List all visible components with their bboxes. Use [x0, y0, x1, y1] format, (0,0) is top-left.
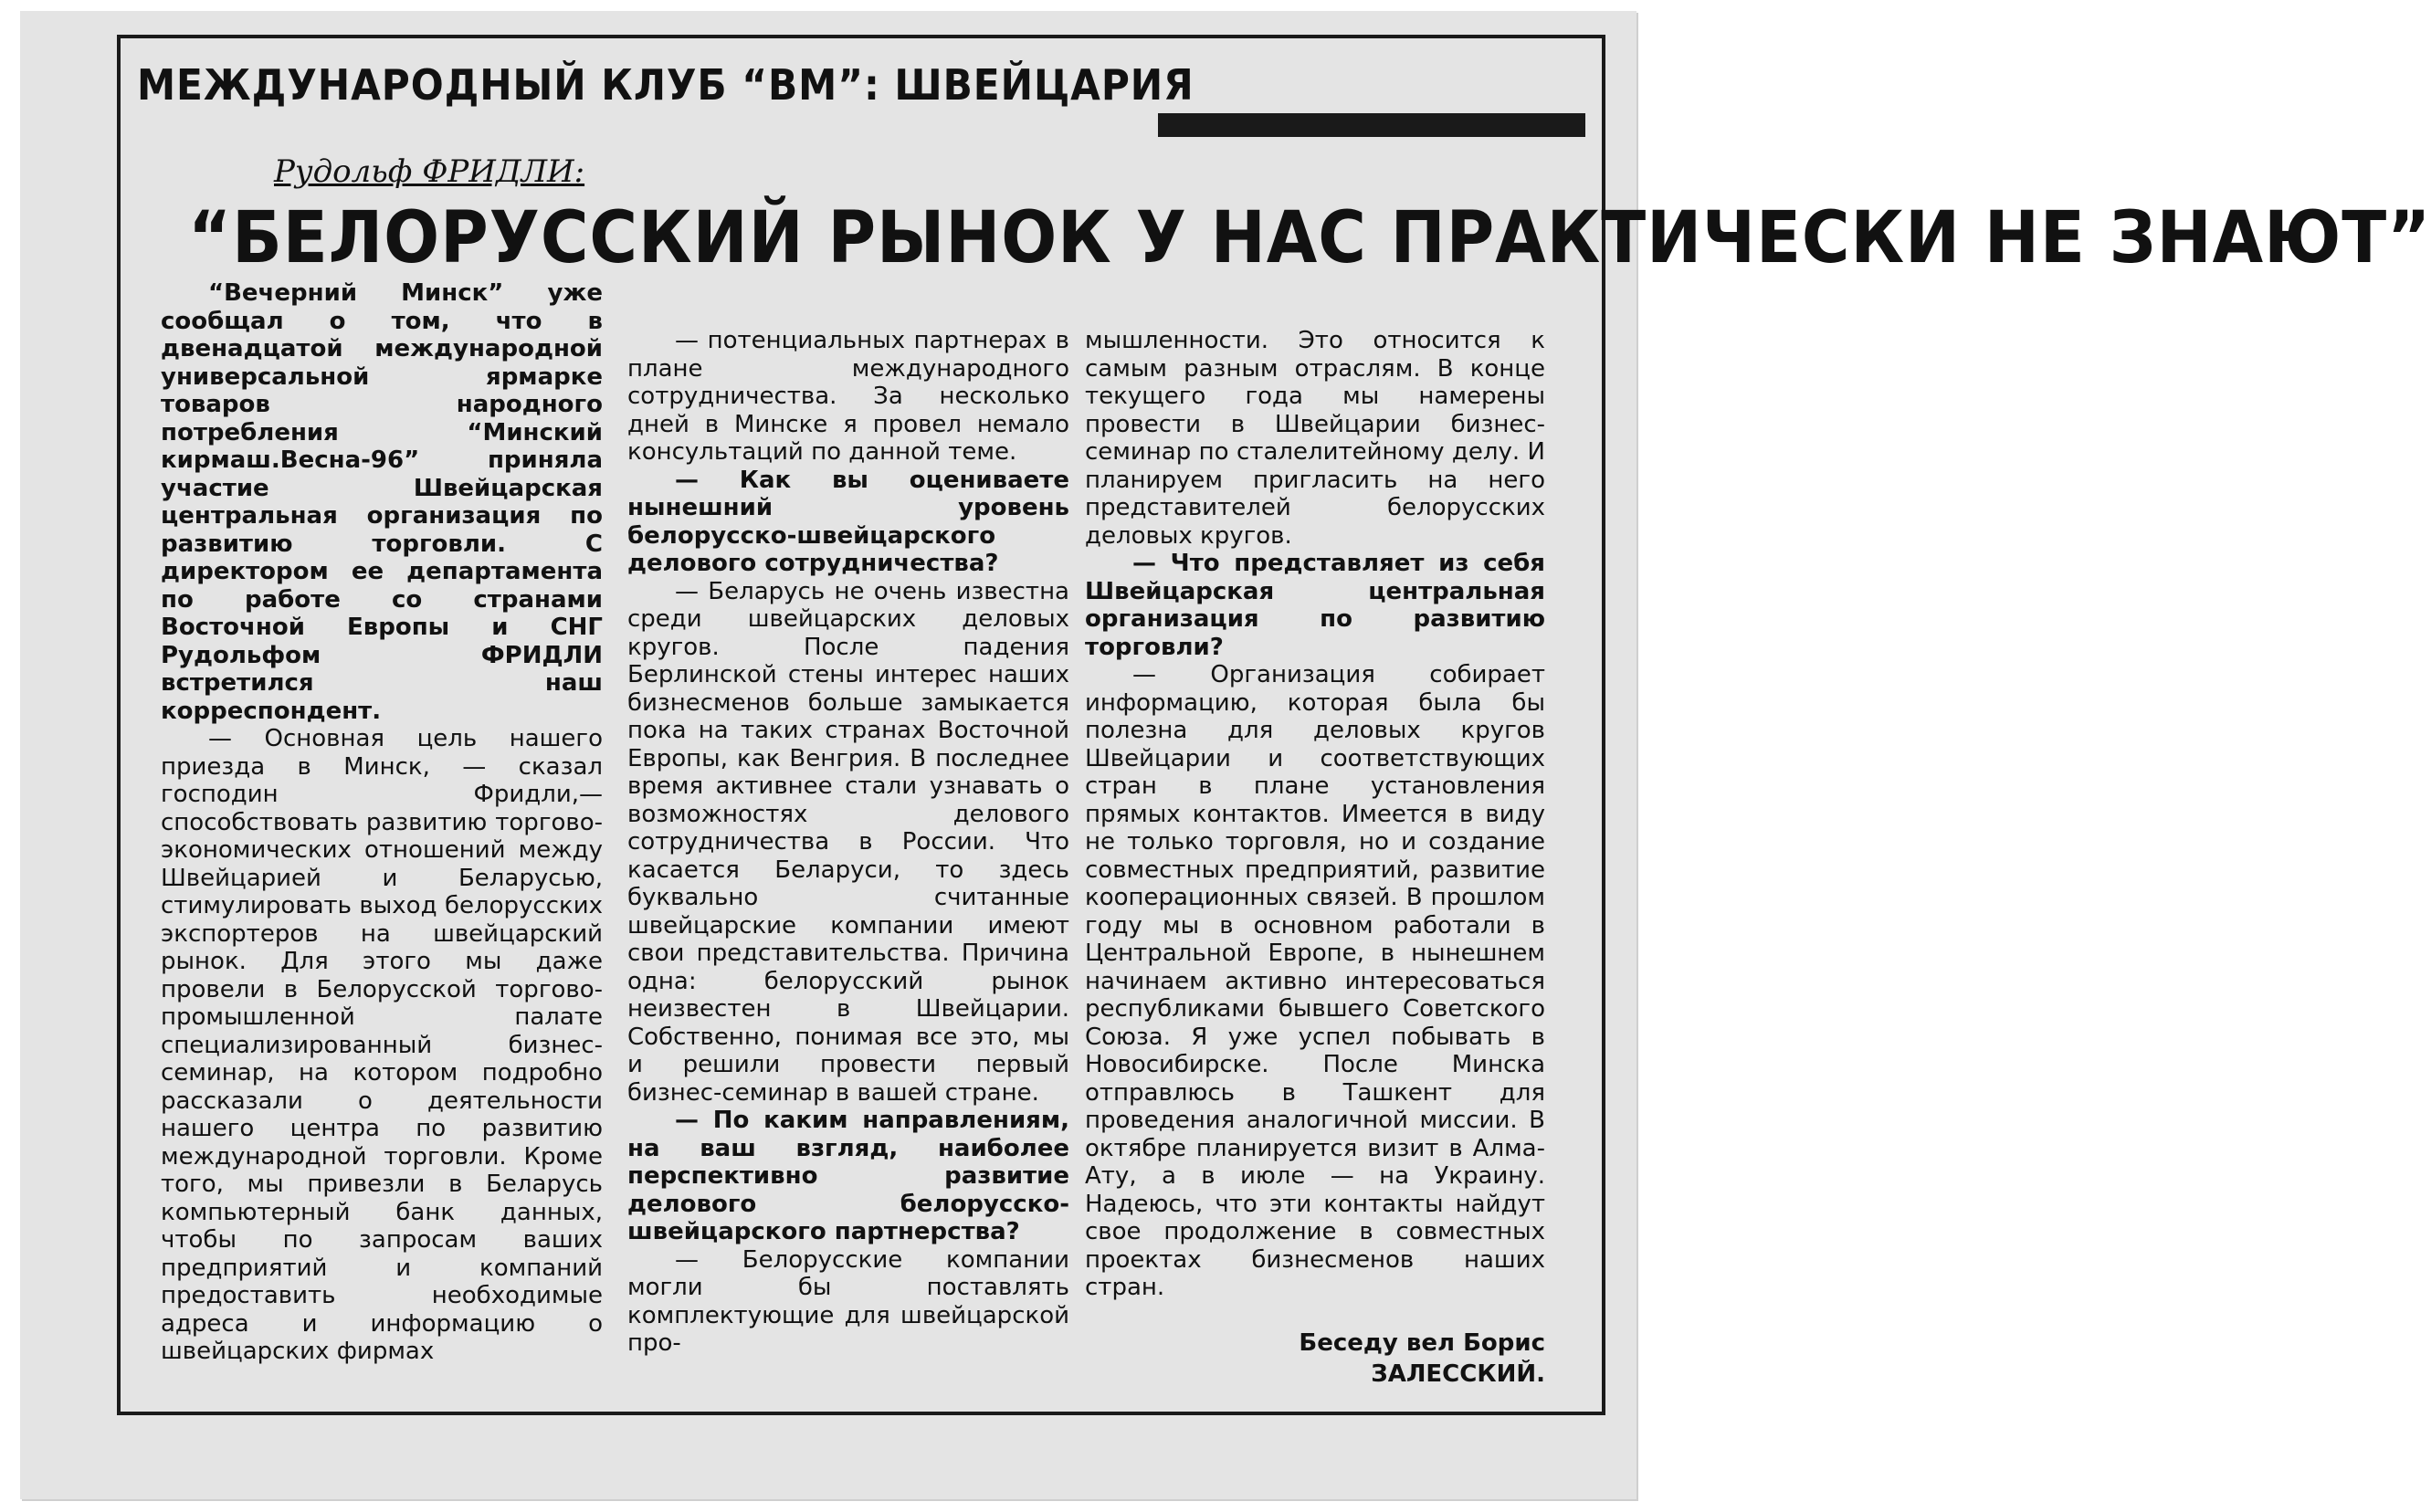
- article-frame: [117, 35, 2431, 1415]
- column-1: [161, 279, 603, 1366]
- answer-paragraph: — Организация собирает информацию, которая была бы полезна для деловых кругов Швейцарии и соответствующих стран в плане установления прямых контактов. Имеется в виду не только торговля, но и создание совместных предприятий, развитие кооперационных связей. В прошлом году мы в основном работали в Центральной Европе, в нынешнем начинаем активно интересоваться республиками бывшего Советского Союза. Я уже успел побывать в Новосибирске. После Минска отправлюсь в Ташкент для проведения аналогичной миссии. В октябре планируется визит в Алма-Ату, а в июле — на Украину. Надеюсь, что эти контакты найдут свое продолжение в совместных проектах бизнесменов наших стран.: [1085, 661, 1545, 1301]
- answer-paragraph: — Основная цель нашего приезда в Минск, — сказал господин Фридли,— способствовать развитию торгово-экономических отношений между Швейцарией и Беларусью, стимулировать выход белорусских экспортеров на швейцарский рынок. Для этого мы даже провели в Белорусской торгово-промышленной палате специализированный бизнес-семинар, на котором подробно рассказали о деятельности нашего центра по развитию международной торговли. Кроме того, мы привезли в Беларусь компьютерный банк данных, чтобы по запросам ваших предприятий и компаний предоставить необходимые адреса и информацию о швейцарских фирмах: [161, 725, 603, 1365]
- question-paragraph: — По каким направлениям, на ваш взгляд, наиболее перспективно развитие делового белорусско-швейцарского партнерства?: [627, 1107, 1069, 1245]
- answer-paragraph: — потенциальных партнерах в плане международного сотрудничества. За несколько дней в Минске я провел немало консультаций по данной теме.: [627, 327, 1069, 466]
- byline-line-1: Беседу вел Борис: [1299, 1328, 1545, 1357]
- column-3: [1085, 327, 1545, 1390]
- byline: [1085, 1328, 1545, 1390]
- column-2: [627, 327, 1069, 1358]
- author-line: Рудольф ФРИДЛИ:: [274, 153, 585, 190]
- question-paragraph: — Как вы оцениваете нынешний уровень белорусско-швейцарского делового сотрудничества?: [627, 466, 1069, 577]
- byline-line-2: ЗАЛЕССКИЙ.: [1371, 1360, 1545, 1388]
- answer-paragraph: мышленности. Это относится к самым разным отраслям. В конце текущего года мы намерены провести в Швейцарии бизнес-семинар по сталелитейному делу. И планируем пригласить на него представителей белорусских деловых кругов.: [1085, 327, 1545, 550]
- answer-paragraph: — Белорусские компании могли бы поставлять комплектующие для швейцарской про-: [627, 1245, 1069, 1357]
- rubric-bar: [1158, 113, 1585, 137]
- newspaper-clipping: [20, 11, 2431, 1499]
- lead-paragraph: “Вечерний Минск” уже сообщал о том, что в двенадцатой международной универсальной ярмарке товаров народного потребления “Минский кирмаш.Весна-96” приняла участие Швейцарская центральная организация по развитию торговли. С директором ее департамента по работе со странами Восточной Европы и СНГ Рудольфом ФРИДЛИ встретился наш корреспондент.: [161, 279, 603, 725]
- headline: “БЕЛОРУССКИЙ РЫНОК У НАС ПРАКТИЧЕСКИ НЕ ЗНАЮТ”: [188, 197, 2431, 279]
- answer-paragraph: — Беларусь не очень известна среди швейцарских деловых кругов. После падения Берлинской стены интерес наших бизнесменов больше замыкается пока на таких странах Восточной Европы, как Венгрия. В последнее время активнее стали узнавать о возможностях делового сотрудничества в России. Что касается Беларуси, то здесь буквально считанные швейцарские компании имеют свои представительства. Причина одна: белорусский рынок неизвестен в Швейцарии. Собственно, понимая все это, мы и решили провести первый бизнес-семинар в вашей стране.: [627, 577, 1069, 1107]
- question-paragraph: — Что представляет из себя Швейцарская центральная организация по развитию торговли?: [1085, 550, 1545, 661]
- rubric-heading: МЕЖДУНАРОДНЫЙ КЛУБ “ВМ”: ШВЕЙЦАРИЯ: [137, 60, 1194, 110]
